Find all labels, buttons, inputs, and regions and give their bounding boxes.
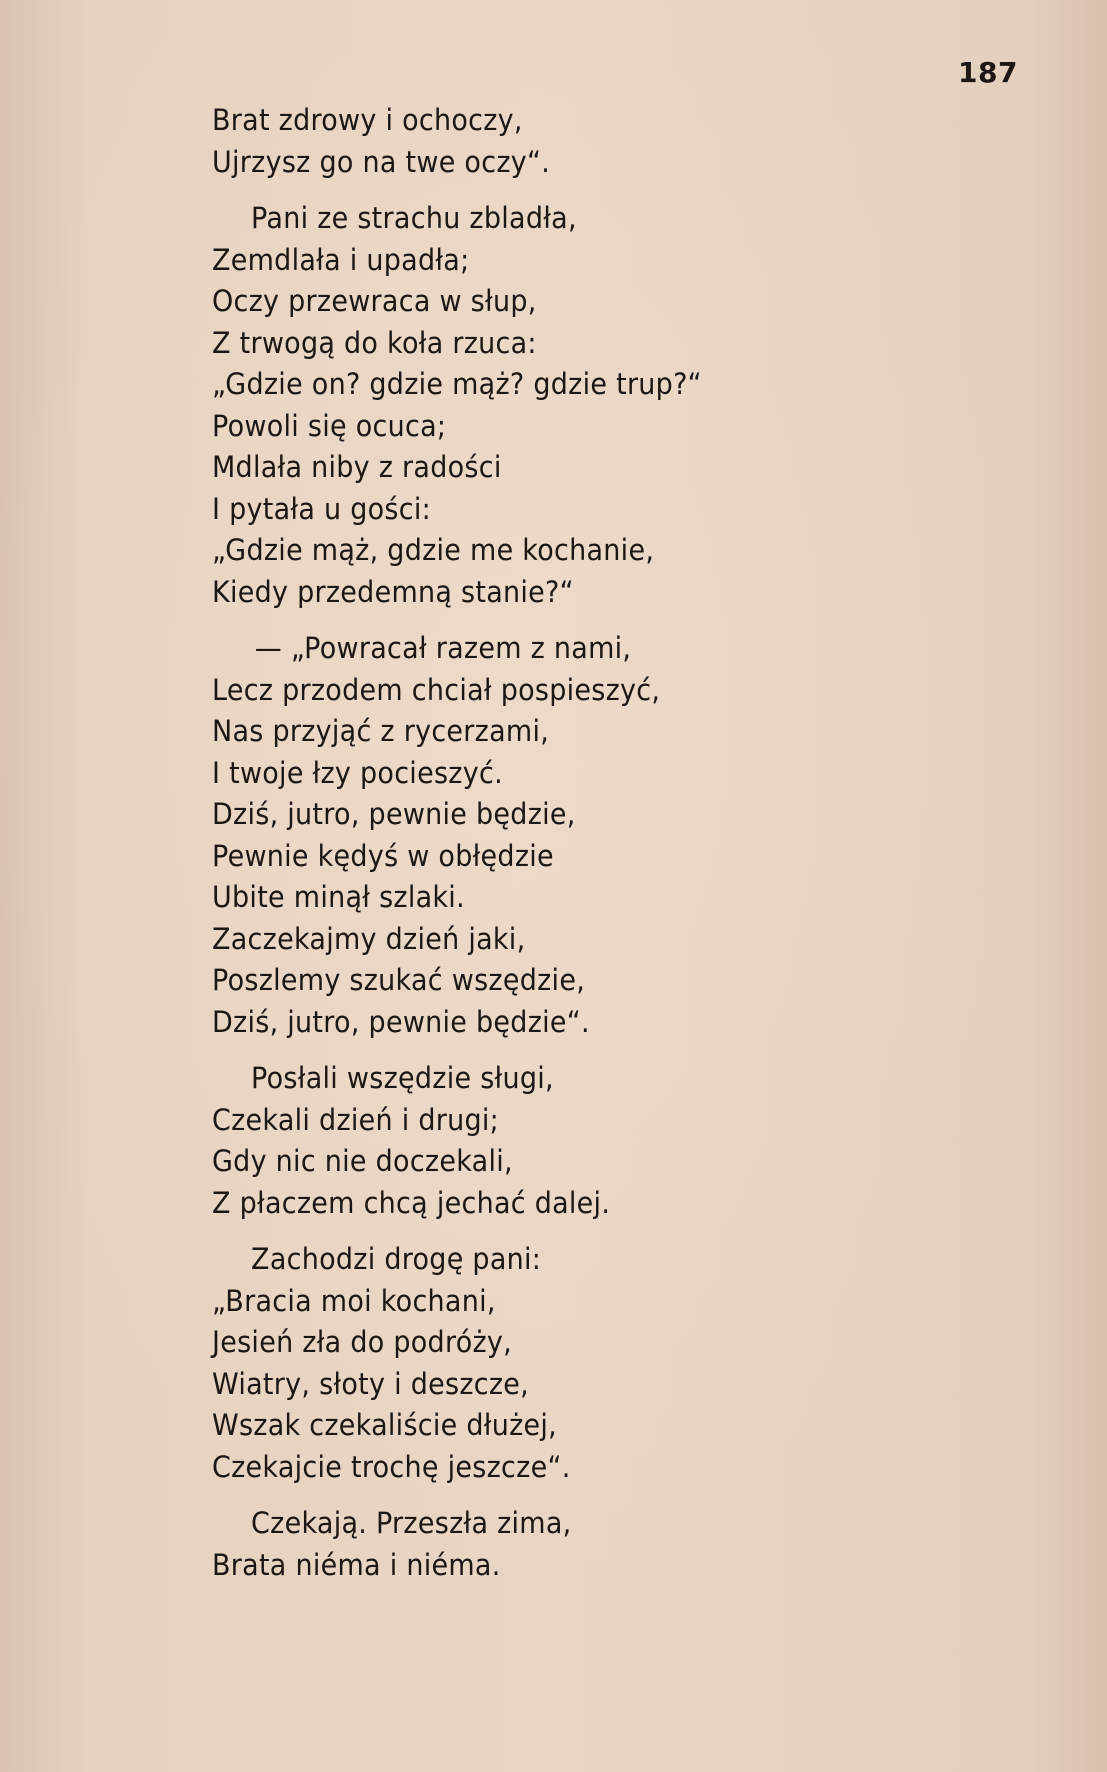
verse-line: Zachodzi drogę pani: — [251, 1242, 542, 1276]
verse-line: Z trwogą do koła rzuca: — [212, 325, 537, 360]
verse-line: Czekajcie trochę jeszcze“. — [212, 1449, 571, 1484]
verse-line: — „Powracał razem z nami, — [254, 631, 632, 665]
verse-line: Dziś, jutro, pewnie będzie, — [212, 797, 576, 831]
verse-line: Ubite minął szlaki. — [212, 880, 465, 914]
poem-text — [212, 100, 1032, 1601]
stanza-2 — [212, 198, 1032, 613]
stanza-4 — [212, 1058, 1032, 1224]
verse-line: I pytała u gości: — [212, 491, 431, 526]
verse-line: Z płaczem chcą jechać dalej. — [212, 1185, 611, 1220]
verse-line: Oczy przewraca w słup, — [212, 284, 537, 318]
verse-line: Zaczekajmy dzień jaki, — [212, 921, 526, 956]
page-number: 187 — [958, 56, 1018, 89]
verse-line: Czekają. Przeszła zima, — [251, 1506, 572, 1540]
verse-line: Lecz przodem chciał pospieszyć, — [212, 672, 661, 707]
stanza-3 — [212, 628, 1032, 1043]
verse-line: Wszak czekaliście dłużej, — [212, 1408, 558, 1442]
verse-line: Jesień zła do podróży, — [212, 1325, 513, 1359]
verse-line: Brata niéma i niéma. — [212, 1547, 501, 1582]
verse-line: Dziś, jutro, pewnie będzie“. — [212, 1004, 590, 1039]
verse-line: Brat zdrowy i ochoczy, — [212, 103, 523, 137]
verse-line: Kiedy przedemną stanie?“ — [212, 574, 574, 609]
stanza-6 — [212, 1503, 1032, 1586]
stanza-5 — [212, 1239, 1032, 1488]
verse-line: Poszlemy szukać wszędzie, — [212, 963, 586, 997]
verse-line: „Gdzie mąż, gdzie me kochanie, — [212, 533, 655, 567]
verse-line: „Gdzie on? gdzie mąż? gdzie trup?“ — [212, 367, 702, 401]
verse-line: Zemdlała i upadła; — [212, 242, 470, 277]
verse-line: Czekali dzień i drugi; — [212, 1102, 500, 1137]
verse-line: Mdlała niby z radości — [212, 450, 502, 484]
verse-line: Powoli się ocuca; — [212, 408, 447, 443]
verse-line: Nas przyjąć z rycerzami, — [212, 714, 550, 748]
verse-line: Ujrzysz go na twe oczy“. — [212, 144, 551, 179]
verse-line: I twoje łzy pocieszyć. — [212, 755, 503, 790]
verse-line: Pewnie kędyś w obłędzie — [212, 838, 554, 873]
verse-line: „Bracia moi kochani, — [212, 1283, 496, 1318]
verse-line: Posłali wszędzie sługi, — [251, 1061, 554, 1095]
verse-line: Wiatry, słoty i deszcze, — [212, 1366, 530, 1401]
stanza-1 — [212, 100, 1032, 183]
verse-line: Pani ze strachu zbladła, — [251, 201, 577, 235]
verse-line: Gdy nic nie doczekali, — [212, 1144, 513, 1178]
